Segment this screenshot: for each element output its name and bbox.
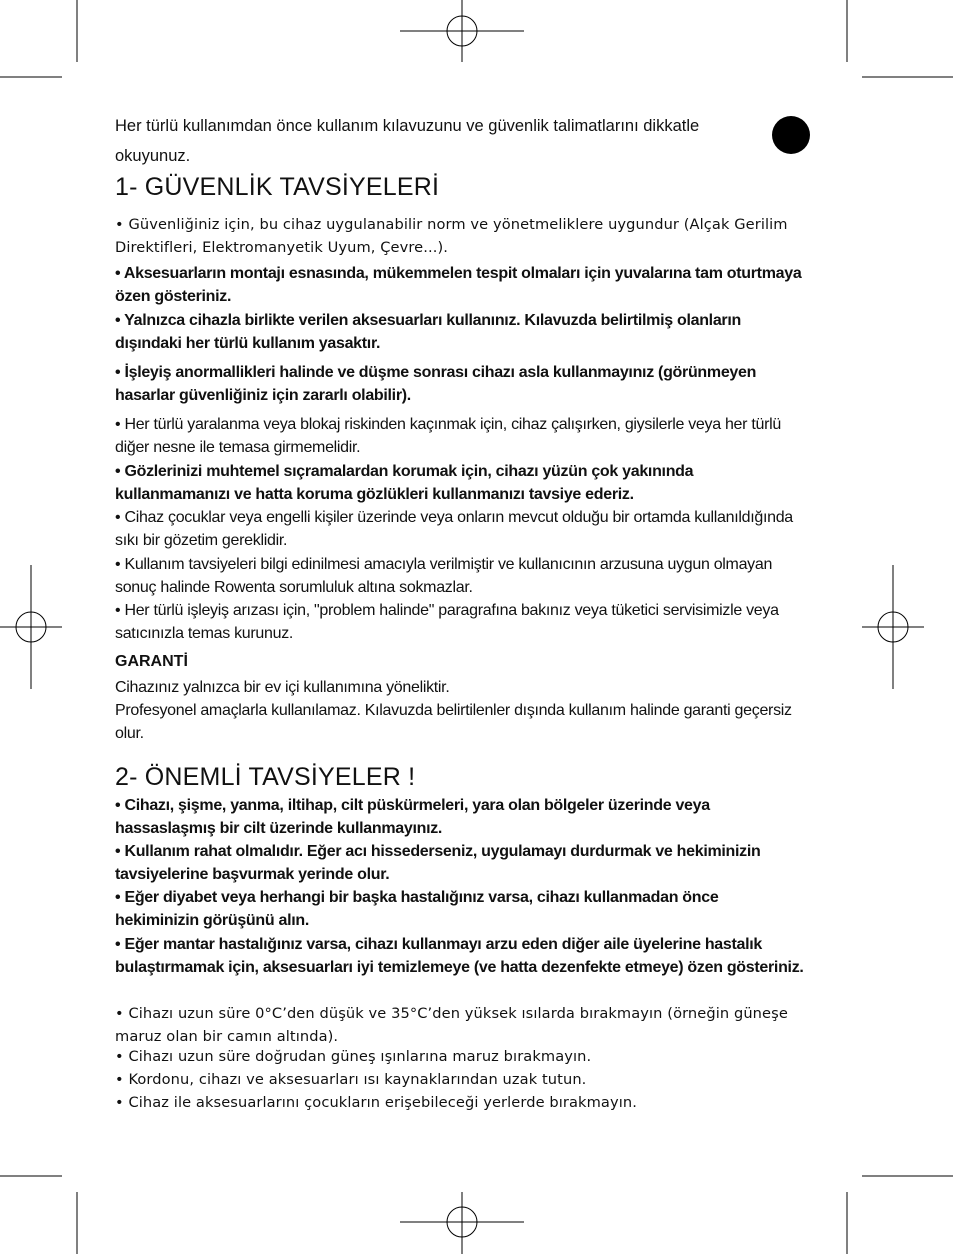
guarantee-title: GARANTİ [115, 653, 188, 670]
safety-item: • Cihaz çocuklar veya engelli kişiler üzerinde veya onların mevcut olduğu bir ortamda kullanıldığında sıkı bir gözetim gereklidir. [115, 509, 793, 550]
storage-bullet: • Cihazı uzun süre doğrudan güneş ışınlarına maruz bırakmayın. [115, 1048, 592, 1065]
section2-title: 2- ÖNEMLİ TAVSİYELER ! [115, 763, 416, 791]
storage-bullet: • Kordonu, cihazı ve aksesuarları ısı kaynaklarından uzak tutun. [115, 1071, 587, 1088]
safety-item: • Her türlü işleyiş arızası için, "problem halinde" paragrafına bakınız veya tüketici servisimizle veya satıcınızla temas kurunuz. [115, 602, 779, 643]
safety-item: • Yalnızca cihazla birlikte verilen aksesuarları kullanınız. Kılavuzda belirtilmiş olanların dışındaki her türlü kullanım yasaktır. [115, 312, 741, 353]
section1-title: 1- GÜVENLİK TAVSİYELERİ [115, 173, 440, 201]
important-item: • Kullanım rahat olmalıdır. Eğer acı hissederseniz, uygulamayı durdurmak ve hekiminizin tavsiyelerine başvurmak yerinde olur. [115, 843, 761, 884]
safety-item: • Aksesuarların montajı esnasında, mükemmelen tespit olmaları için yuvalarına tam oturtmaya özen gösteriniz. [115, 265, 802, 306]
storage-bullet: • Cihaz ile aksesuarlarını çocukların erişebileceği yerlerde bırakmayın. [115, 1094, 637, 1111]
storage-bullet: • Cihazı uzun süre 0°C’den düşük ve 35°C’den yüksek ısılarda bırakmayın (örneğin güneşe maruz olan bir camın altında). [115, 1005, 788, 1045]
safety-item: • İşleyiş anormallikleri halinde ve düşme sonrası cihazı asla kullanmayınız (görünmeyen hasarlar güvenliğiniz için zararlı olabilir). [115, 364, 757, 405]
guarantee-line: Cihazınız yalnızca bir ev içi kullanımına yöneliktir. [115, 679, 450, 696]
intro-text: Her türlü kullanımdan önce kullanım kılavuzunu ve güvenlik talimatlarını dikkatle okuyunuz. [115, 117, 700, 165]
language-tab-dot [772, 116, 810, 154]
guarantee-line: Profesyonel amaçlarla kullanılamaz. Kılavuzda belirtilenler dışında kullanım halinde garanti geçersiz olur. [115, 702, 792, 743]
safety-item: • Güvenliğiniz için, bu cihaz uygulanabilir norm ve yönetmeliklere uygundur (Alçak Gerilim Direktifleri, Elektromanyetik Uyum, Çevre...). [115, 216, 788, 257]
safety-item: • Gözlerinizi muhtemel sıçramalardan korumak için, cihazı yüzün çok yakınında kullanmamanızı ve hatta koruma gözlükleri kullanmanızı tavsiye ederiz. [115, 463, 694, 504]
important-item: • Cihazı, şişme, yanma, iltihap, cilt püskürmeleri, yara olan bölgeler üzerinde veya hassaslaşmış bir cilt üzerinde kullanmayınız. [115, 797, 710, 838]
safety-item: • Kullanım tavsiyeleri bilgi edinilmesi amacıyla verilmiştir ve kullanıcının arzusuna uygun olmayan sonuç halinde Rowenta sorumluluk altına sokmazlar. [115, 556, 773, 597]
important-item: • Eğer mantar hastalığınız varsa, cihazı kullanmayı arzu eden diğer aile üyelerine hastalık bulaştırmamak için, aksesuarları iyi temizlemeye (ve hatta dezenfekte etmeye) özen gösteriniz. [115, 936, 804, 977]
safety-item: • Her türlü yaralanma veya blokaj riskinden kaçınmak için, cihaz çalışırken, giysilerle veya her türlü diğer nesne ile temasa girmemelidir. [115, 416, 781, 457]
important-item: • Eğer diyabet veya herhangi bir başka hastalığınız varsa, cihazı kullanmadan önce hekiminizin görüşünü alın. [115, 889, 719, 930]
